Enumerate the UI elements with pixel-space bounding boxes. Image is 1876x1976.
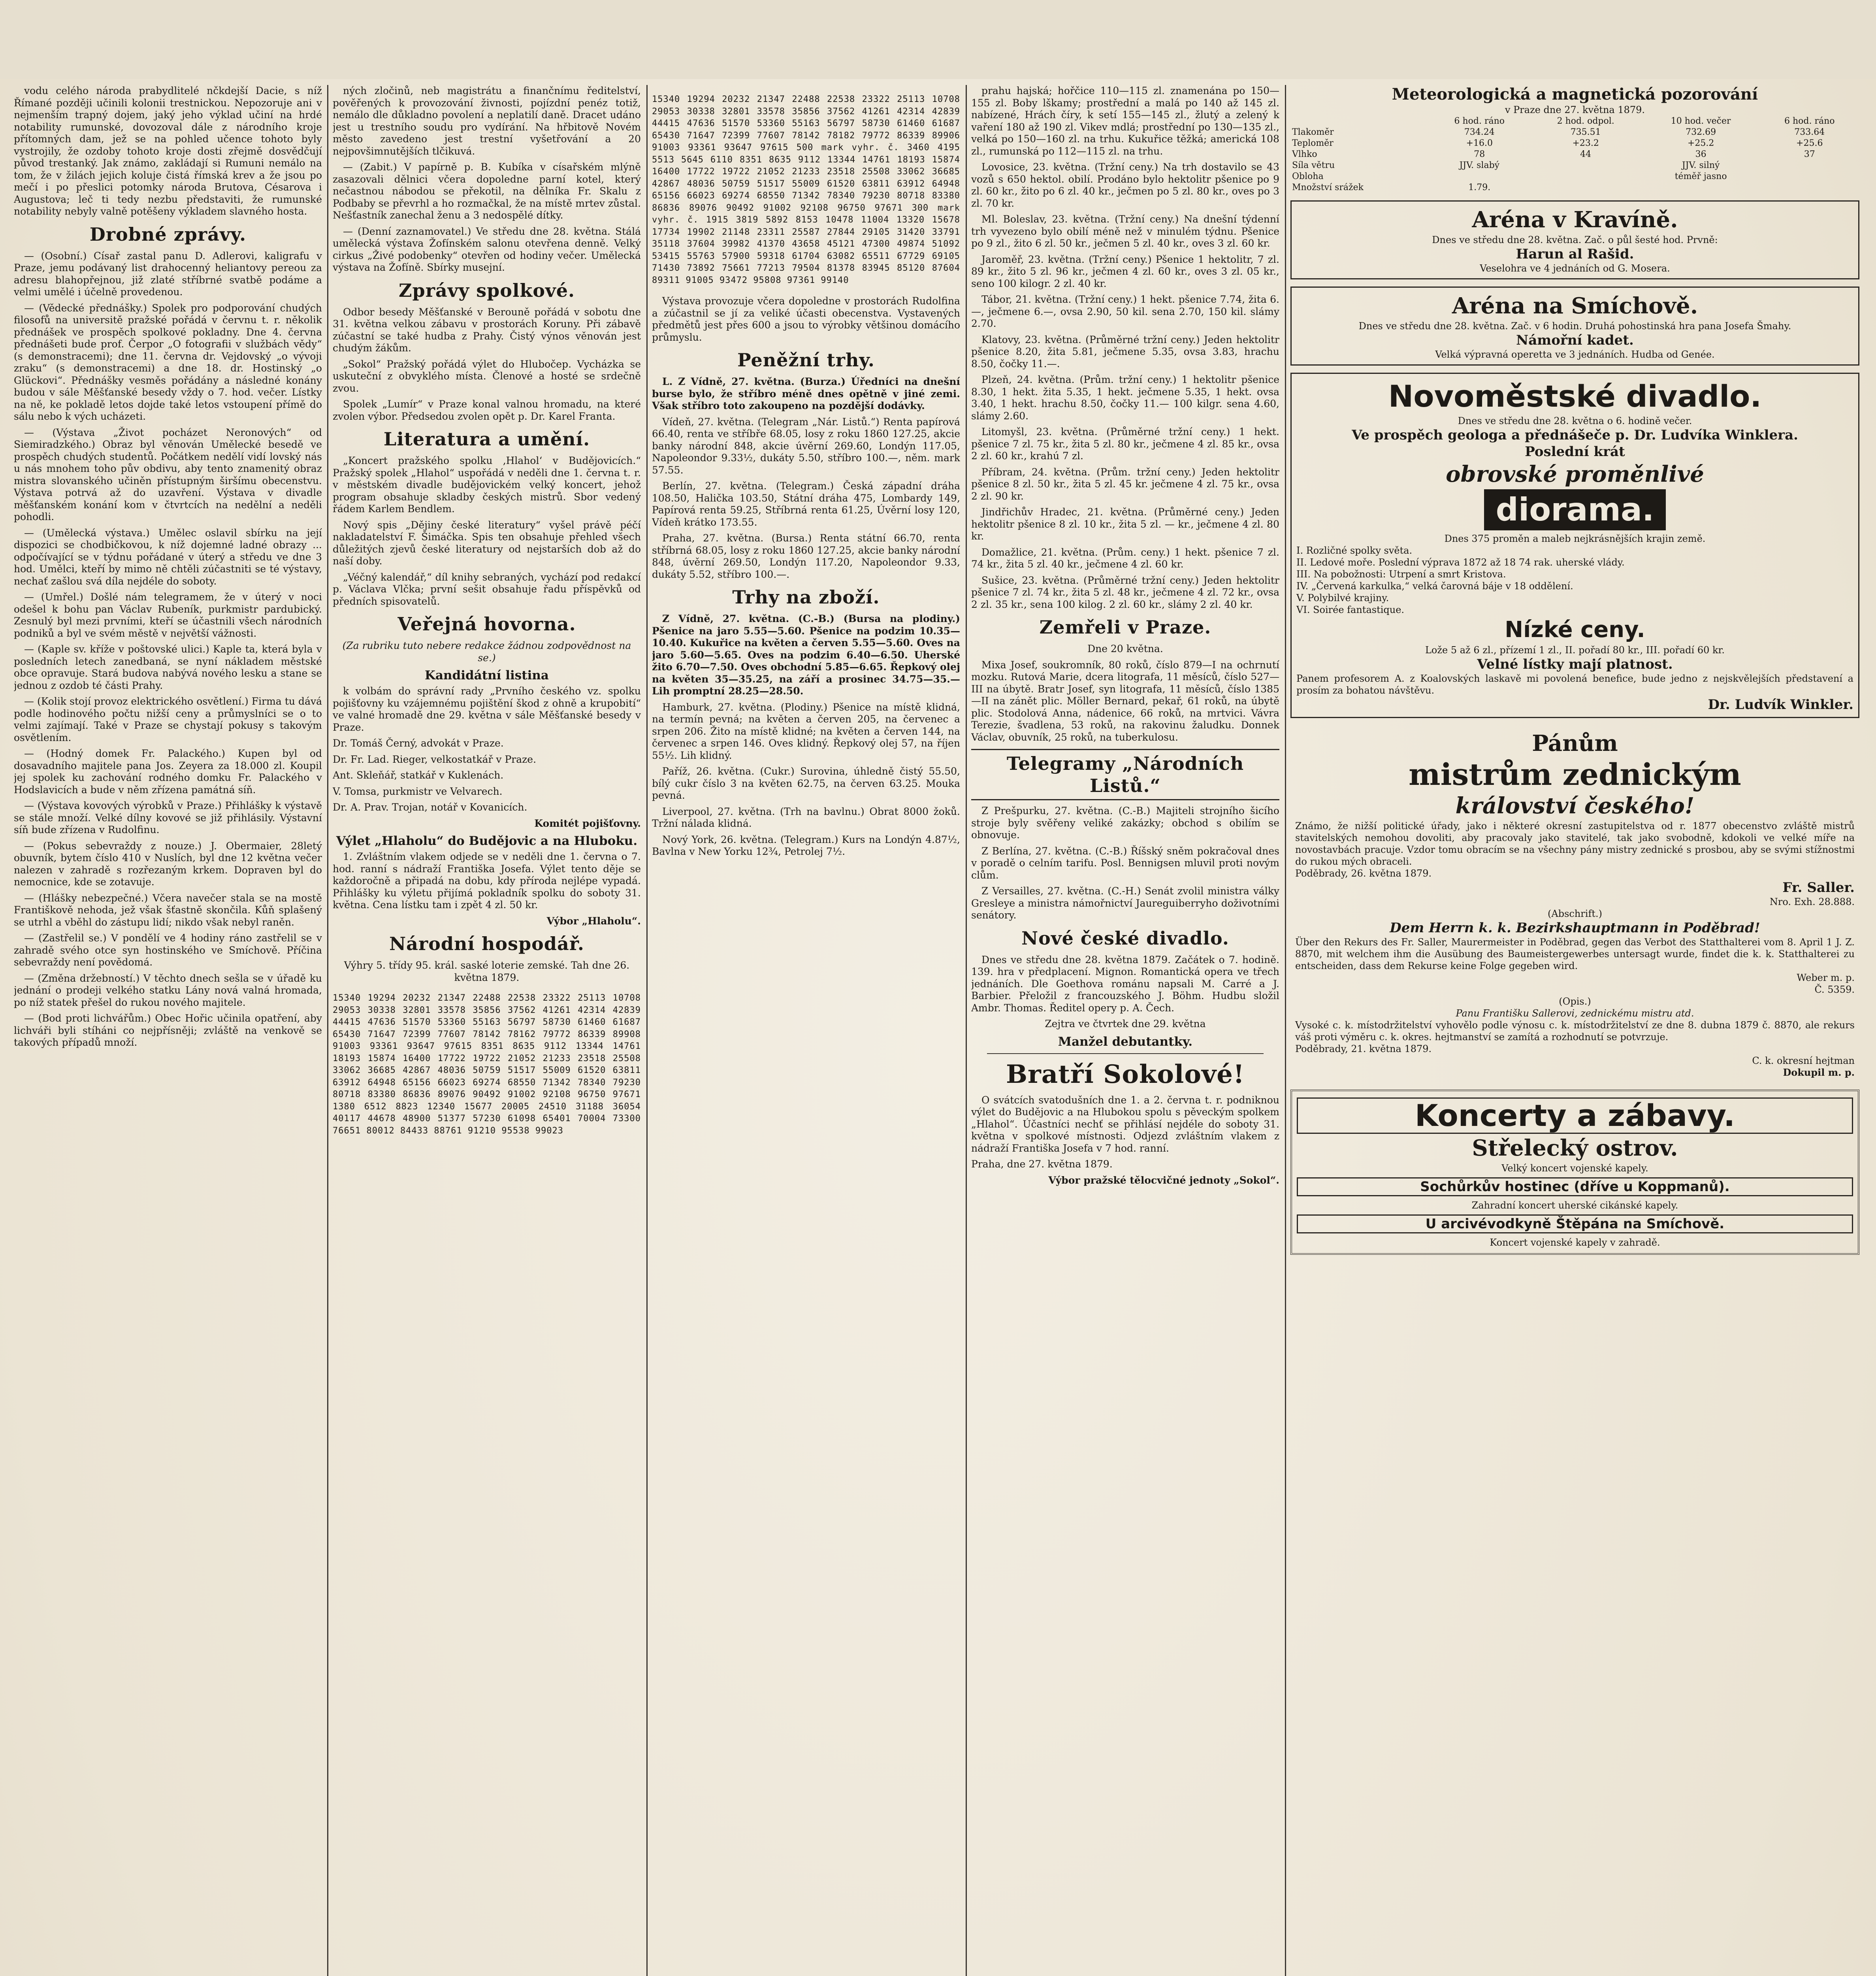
lottery-numbers: 15340 19294 20232 21347 22488 22538 23322 25113 10708 29053 30338 32801 33578 35856 37562 41261 42314 42839 44415 47636 51570 53360 55163 56797 58730 61460 61687 65430 71647 72399 77607 78142 78162 79772 86339 89908 91003 93361 93647 97615 8351 8635 9112 13344 14761 18193 15874 16400 17722 19722 21052 21233 23518 25508 33062 36685 42867 48036 50759 51517 55009 61520 63811 63912 64948 65156 66023 69274 68550 71342 78340 79230 80718 83380 86836 89076 90492 91002 92108 96750 97671 1380 6512 8823 12340 15677 20005 24510 31188 36054 40117 44678 48900 51377 57230 61098 65401 70004 73300 76651 80012 84433 88761 91210 95538 99023 — [333, 993, 641, 1136]
section-title-drobne-zpravy: Drobné zprávy. — [89, 223, 247, 245]
news-paragraph: — (Hodný domek Fr. Palackého.) Kupen byl od dosavadního majitele pana Jos. Zeyera za 18.000 zl. Koupil jej spolek ku zachování rodného domku Fr. Palackého v Hodslavicích a bude v něm zřízena památná síň. — [14, 748, 322, 796]
section-title-verejna-hovorna: Veřejná hovorna. — [397, 613, 576, 635]
meteo-cell: 735.51 — [1570, 127, 1601, 137]
ad-koncerty-zabavy — [1290, 1090, 1859, 1255]
news-paragraph: — (Zabit.) V papírně p. B. Kubíka v císařském mlýně zasazovali dělnici včera dopoledne parní kotel, který nečastnou nábodou se překotil, na dělníka Fr. Skalu z Podbaby se převrhl a ho rozmačkal, že na místě mrtev zůstal. Nešťastník zanechal ženu a 3 nedospělé dítky. — [333, 161, 641, 221]
ad-list-item: IV. „Červená karkulka,“ velká čarovná báje v 18 oddělení. — [1296, 581, 1573, 592]
column-3 — [652, 85, 960, 1976]
ad-text: Koncert vojenské kapely v zahradě. — [1490, 1237, 1660, 1248]
meteo-head: 10 hod. večer — [1671, 116, 1731, 126]
ad-text: Panem profesorem A. z Koalovských laskavě mi povolená benefice, bude jedno z nejskvělejších představení a prosím za bohatou návštěvu. — [1296, 673, 1853, 696]
column-rule — [327, 85, 328, 1976]
meteo-cell — [1759, 182, 1859, 193]
page-top-margin — [0, 0, 1876, 79]
ad-text: Lože 5 až 6 zl., přízemí 1 zl., II. pořadí 80 kr., III. pořadí 60 kr. — [1425, 645, 1725, 656]
ad-text: Ve prospěch geologa a přednášeče p. Dr. Ludvíka Winklera. — [1352, 427, 1798, 443]
market-paragraph: Liverpool, 27. května. (Trh na bavlnu.) Obrat 8000 žoků. Tržní nálada klidná. — [652, 805, 960, 829]
ad-text: Velká výpravná operetta ve 3 jednáních. Hudba od Genée. — [1435, 349, 1715, 360]
ad-text: C. k. okresní hejtman — [1752, 1055, 1855, 1066]
ad-text: Pánům — [1532, 730, 1618, 756]
news-paragraph: — (Umřel.) Došlé nám telegramem, že v úterý v noci odešel k bohu pan Václav Rubeník, purkmistr pardubický. Zesnulý byl mezi prvními, kteří se účastnili všech národních podniků a byl ve svém městě v největší vážnosti. — [14, 591, 322, 639]
meteo-cell: 36 — [1695, 149, 1706, 159]
news-paragraph: Spolek „Lumír“ v Praze konal valnou hromadu, na které zvolen výbor. Předsedou zvolen opět p. Dr. Karel Franta. — [333, 398, 641, 422]
ad-arena-smichov — [1290, 287, 1859, 366]
diorama-banner: diorama. — [1484, 489, 1666, 530]
meteo-cell: +25.2 — [1687, 138, 1714, 148]
meteo-cell: Síla větru — [1292, 160, 1335, 170]
ad-title: království českého! — [1455, 793, 1695, 819]
ad-text: Poslední krát — [1525, 444, 1625, 460]
market-paragraph: Domažlice, 21. května. (Prům. ceny.) 1 hekt. pšenice 7 zl. 74 kr., žita 5 zl. 40 kr., ječmene 4 zl. 60 kr. — [971, 546, 1279, 570]
telegram-paragraph: Z Prešpurku, 27. května. (C.-B.) Majiteli strojního šicího stroje byly svěřeny veliké zakázky; obchod s obilím se obnovuje. — [971, 805, 1279, 841]
candidate-line: Ant. Skleňář, statkář v Kuklenách. — [333, 769, 504, 781]
ad-text: Dnes ve středu dne 28. května. Zač. v 6 hodin. Druhá pohostinská hra pana Josefa Šmahy. — [1358, 321, 1791, 332]
ad-text: Velné lístky mají platnost. — [1477, 656, 1673, 672]
column-4 — [971, 85, 1279, 1976]
ad-price-title: Nízké ceny. — [1505, 617, 1645, 643]
ad-text: Velký koncert vojenské kapely. — [1501, 1163, 1648, 1174]
market-paragraph: Jindřichův Hradec, 21. května. (Průměrné ceny.) Jeden hektolitr pšenice 8 zl. 10 kr., žita 5 zl. — kr., ječmene 4 zl. 80 kr. — [971, 506, 1279, 542]
market-paragraph: Lovosice, 23. května. (Tržní ceny.) Na trh dostavilo se 43 vozů s 650 hektol. obilí. Prodáno bylo hektolitr pšenice po 9 zl. 60 kr., žito po 6 zl. 40 kr., ječmen po 5 zl. 80 kr., oves po 3 zl. 70 kr. — [971, 161, 1279, 209]
ad-title: Aréna v Kravíně. — [1472, 207, 1678, 233]
candidate-line: Dr. A. Prav. Trojan, notář v Kovanicích. — [333, 801, 527, 813]
section-title-bratri-sokolove: Bratří Sokolové! — [1006, 1059, 1245, 1089]
news-paragraph: — (Výstava kovových výrobků v Praze.) Přihlášky k výstavě se stále množí. Velké dílny kovové se již přihlásily. Výstavní síň bude zřízena v Rudolfinu. — [14, 800, 322, 835]
ad-title: Aréna na Smíchově. — [1452, 293, 1698, 319]
news-paragraph: — (Kaple sv. kříže v poštovské ulici.) Kaple ta, která byla v posledních letech zanedbaná, se nyní nákladem městské obce opravuje. Stará budova nabývá nového lesku a stane se jednou z ozdob té části Prahy. — [14, 643, 322, 691]
market-paragraph: Nový York, 26. května. (Telegram.) Kurs na Londýn 4.87½, Bavlna v New Yorku 12¾, Petrolej 7½. — [652, 833, 960, 857]
meteo-cell — [1430, 171, 1529, 182]
section-title-literatura: Literatura a umění. — [383, 428, 590, 450]
meteo-head: 2 hod. odpol. — [1557, 116, 1614, 126]
ad-play: Námořní kadet. — [1516, 332, 1634, 348]
section-title-vylet-hlaholu: Výlet „Hlaholu“ do Budějovic a na Hluboku. — [336, 834, 638, 848]
market-paragraph: prahu hajská; hořčice 110—115 zl. znamenána po 150—155 zl. Boby lškamy; prostřední a malá po 140 až 145 zl. nabízené, Hrách číry, k setí 155—145 zl., žlutý a zelený k vaření 180 až 190 zl. Vikev mdlá; prostřední po 130—135 zl., velká po 150—160 zl. na trhu. Kukuřice těžká; americká 108 zl., rumunská po 112—115 zl. na trhu. — [971, 85, 1279, 157]
news-paragraph: — (Zastřelil se.) V pondělí ve 4 hodiny ráno zastřelil se v zahradě svého otce syn hostinského ve Smíchově. Příčina sebevraždy není povědomá. — [14, 932, 322, 968]
ad-venue: Střelecký ostrov. — [1472, 1135, 1678, 1161]
telegram-paragraph: Z Versailles, 27. května. (C.-H.) Senát zvolil ministra války Gresleye a ministra námořnictví Jaureguiberryho doživotními senátory. — [971, 885, 1279, 921]
meteo-cell — [1642, 182, 1760, 193]
meteo-cell: JJV. silný — [1682, 160, 1720, 170]
date-line: Praha, dne 27. května 1879. — [971, 1158, 1113, 1170]
meteo-cell: 37 — [1804, 149, 1815, 159]
ad-list-item: II. Ledové moře. Poslední výprava 1872 až 18 74 rak. uherské vlády. — [1296, 557, 1625, 568]
market-paragraph: Praha, 27. května. (Bursa.) Renta státní 66.70, renta stříbrná 68.05, losy z roku 1860 127.25, akcie banky národní 848, úvěrní 269.50, Londýn 117.20, Napoleondor 9.33, dukáty 5.52, stříbro 100.—. — [652, 532, 960, 580]
meteo-cell: Teploměr — [1292, 138, 1334, 148]
ad-list-item: III. Na pobožnosti: Utrpení a smrt Kristova. — [1296, 569, 1506, 580]
obituary-paragraph: Mixa Josef, soukromník, 80 roků, číslo 879—I na ochrnutí mozku. Rutová Marie, dcera litografa, 11 měsíců, číslo 527—III na úbytě. Bratr Josef, syn litografa, 11 měsíců, číslo 1385—II na zánět plic. Möller Bernard, pekař, 61 roků, na úbytě plic. Stodolová Anna, nádenice, 66 roků, na mrtvici. Vávra Terezie, švadlena, 53 roků, na rakovinu žaludku. Donnek Václav, obuvník, 25 roků, na tuberkulosu. — [971, 659, 1279, 743]
intro-paragraph: vodu celého národa prabydlitelé nčkdejší Dacie, s níž Římané později učinili kolonii trestnickou. Nepozoruje ani v nejmenším trapný dojem, jaký jeho výklad učiní na hrdé notability rumunské, dovozoval dále z národního kroje přítomných dam, jež se na pohled učence tohoto byly vystrojily, že ozdoby tohoto kroje dosti zřejmě dosvědčují původ trestanký. Jak známo, zakládají si Rumuni nemálo na tom, že v žilách jejich koluje čistá římská krev a že jsou po mečí i po přeslici potomky národa Brutova, Césarova i Augustova; leč ti tedy nezbu představiti, že rumunské notability nebyly valně potěšeny výkladem slavného hosta. — [14, 85, 322, 217]
ad-list-item: V. Polybilvé krajiny. — [1296, 592, 1389, 603]
news-paragraph: — (Výstava „Život pocházet Neronových“ od Siemiradzkého.) Obraz byl věnován Umělecké besedě ve prospěch chudých studentů. Počátkem nedělí vidí lovský nás u nás mnohem toho pův obdivu, aby tento znamenitý obraz mistra slovanského učiněn přístupným širšímu obecenstvu. Výstava potrvá až do uzavření. Výstava v divadle měšťanském konání kom v čtvrtcích na nedělní a neděli pohodli. — [14, 426, 322, 522]
divider — [987, 1053, 1264, 1054]
meteo-cell — [1529, 160, 1642, 171]
meteo-cell: Vlhko — [1292, 149, 1317, 159]
market-paragraph: Litomyšl, 23. května. (Průměrné tržní ceny.) 1 hekt. pšenice 7 zl. 75 kr., žita 5 zl. 80 kr., ječmene 4 zl. 85 kr., ovsa 2 zl. 60 kr., krahú 7 zl. — [971, 426, 1279, 462]
meteo-cell: +25.6 — [1796, 138, 1823, 148]
section-title-narodni-hospodar: Národní hospodář. — [389, 933, 584, 954]
ad-text: Dnes ve středu dne 28. května o 6. hodině večer. — [1458, 415, 1692, 426]
news-paragraph: „Sokol“ Pražský pořádá výlet do Hlubočep. Vycházka se uskuteční z obvyklého místa. Členové a hosté se srdečně zvou. — [333, 358, 641, 394]
ad-text: Poděbrady, 21. května 1879. — [1295, 1043, 1432, 1054]
ad-text: Vysoké c. k. místodržitelství vyhovělo podle výnosu c. k. místodržitelství ze dne 8. dubna 1879 č. 8870, ale rekurs váš proti výměru c. k. okres. hejtmanství se zamítá a rozhodnutí se potvrzuje. — [1295, 1020, 1855, 1043]
news-paragraph: — (Denní zaznamovatel.) Ve středu dne 28. května. Stálá umělecká výstava Žofínském salonu otevřena denně. Velký cirkus „Živé podobenky“ otevřen od hodiny večer. Umělecká výstava na Žofíně. Sbírky musejní. — [333, 225, 641, 273]
news-paragraph: Nový spis „Dějiny české literatury“ vyšel právě péčí nakladatelství F. Šimáčka. Spis ten obsahuje přehled všech důležitých zjevů české literatury od nejstarších dob až do naší doby. — [333, 519, 641, 567]
ad-list-item: I. Rozličné spolky světa. — [1296, 545, 1413, 556]
section-title-zemreli: Zemřeli v Praze. — [1039, 617, 1211, 638]
ad-title: Koncerty a zábavy. — [1297, 1097, 1853, 1134]
ad-signature: Weber m. p. — [1797, 972, 1855, 983]
ad-text: Zahradní koncert uherské cikánské kapely. — [1471, 1200, 1678, 1211]
news-paragraph: 1. Zvláštním vlakem odjede se v neděli dne 1. června o 7. hod. ranní s nádraží Františka Josefa. Výlet tento děje se každoročně a připadá na dobu, kdy příroda nejlépe vypadá. Přihlášky ku výletu přijímá pokladník spolku do soboty 31. května. Cena lístku tam i zpět 4 zl. 50 kr. — [333, 851, 641, 911]
ad-venue: Sochůrkův hostinec (dříve u Koppmanů). — [1297, 1177, 1853, 1196]
ad-text: Dnes ve středu dne 28. května. Zač. o půl šesté hod. Prvně: — [1432, 234, 1718, 245]
telegram-paragraph: Z Berlína, 27. května. (C.-B.) Říšský sněm pokračoval dnes v poradě o celním tarifu. Posl. Bennigsen mluvil proti novým clům. — [971, 845, 1279, 881]
ad-play: Harun al Rašid. — [1516, 246, 1634, 262]
ad-text: Panu Františku Sallerovi, zednickému mistru atd. — [1456, 1008, 1694, 1019]
meteo-head: 6 hod. ráno — [1454, 116, 1505, 126]
market-paragraph: Sušice, 23. května. (Průměrné tržní ceny.) Jeden hektolitr pšenice 7 zl. 74 kr., žita 5 zl. 48 kr., ječmene 4 zl. 72 kr., ovsa 2 zl. 35 kr., sena 100 kilog. 2 zl. 60 kr., slámy 2 zl. 40 kr. — [971, 574, 1279, 610]
meteo-head — [1290, 116, 1430, 127]
news-paragraph: — (Vědecké přednášky.) Spolek pro podporování chudých filosofů na universitě pražské pořádá v červnu t. r. několik přednášek ve prospěch spolkové pokladny. Dne 4. června přednášeti bude prof. Čerpor „O fotografii v službách vědy“ (s demonstracemi); dne 11. června dr. Vejdovský „o vývoji zraku“ (s demonstracemi) a dne 18. dr. Hostinský „o Glückovi“. Přednášky vesměs pořádány a následné konány budou v sále Měšťanské besedy vždy o 7. hod. večer. Lístky na ně, ke pokladě letos dojde také letos vstoupení přímě do sálu nebo k vých ucházeti. — [14, 302, 322, 422]
signature: Komitét pojišťovny. — [534, 817, 641, 829]
ad-text: Dnes 375 proměn a maleb nejkrásnějších krajin země. — [1444, 533, 1706, 544]
ad-text: Dem Herrn k. k. Bezirkshauptmann in Poděbrad! — [1390, 920, 1760, 936]
meteo-block — [1290, 85, 1859, 193]
ad-text: (Opis.) — [1559, 996, 1591, 1007]
market-paragraph: Jaroměř, 23. května. (Tržní ceny.) Pšenice 1 hektolitr, 7 zl. 89 kr., žito 5 zl. 96 kr., ječmen 4 zl. 60 kr., oves 3 zl. 05 kr., seno 100 kilogr. 2 zl. 40 kr. — [971, 253, 1279, 289]
sokol-paragraph: O svátcích svatodušních dne 1. a 2. června t. r. podniknou výlet do Budějovic a na Hlubokou spolu s pěveckým spolkem „Hlahol“. Účastníci nechť se přihlásí nejdéle do soboty 31. května v spolkové místnosti. Odjezd zvláštním vlakem z nádraží Františka Josefa v 7 hod. ranní. — [971, 1094, 1279, 1154]
meteo-subtitle: v Praze dne 27. května 1879. — [1505, 104, 1645, 115]
ad-title: Novoměstské divadlo. — [1388, 379, 1762, 414]
meteo-cell: Tlakoměr — [1292, 127, 1334, 137]
ad-text: (Abschrift.) — [1548, 908, 1602, 919]
market-paragraph: Plzeň, 24. května. (Prům. tržní ceny.) 1 hektolitr pšenice 8.30, 1 hekt. žita 5.35, 1 hekt. ječmene 5.35, 1 hekt. ovsa 3.40, 1 hekt. hrachu 8.50, čočky 11.— 100 kilgr. sena 4.60, slámy 2.60. — [971, 374, 1279, 422]
lottery-numbers: 15340 19294 20232 21347 22488 22538 23322 25113 10708 29053 30338 32801 33578 35856 37562 41261 42314 42839 44415 47636 51570 53360 55163 56797 58730 61460 61687 65430 71647 72399 77607 78142 78182 79772 86339 89906 91003 93361 93647 97615 500 mark vyhr. č. 3460 4195 5513 5645 6110 8351 8635 9112 13344 14761 18193 15874 16400 17722 19722 21052 21233 23518 25508 33062 36685 42867 48036 50759 51517 55009 61520 63811 63912 64948 65156 66023 69274 68550 71342 78340 79230 80718 83380 86836 89076 90492 91002 92108 96750 97671 300 mark vyhr. č. 1915 3819 5892 8153 10478 11004 13320 15678 17734 19902 21148 23311 25587 27844 29105 31420 33791 35118 37604 39982 41370 43658 45121 47300 49874 51092 53415 55763 57900 59318 61704 63082 65511 67729 69105 71430 73892 75661 77213 79504 81378 83945 85120 87604 89311 91005 93472 95808 97361 99140 — [652, 94, 960, 285]
theatre-production: Manžel debutantky. — [1058, 1034, 1193, 1049]
candidate-line: Dr. Fr. Lad. Rieger, velkostatkář v Praze. — [333, 753, 537, 765]
news-paragraph: — (Bod proti lichvářům.) Obec Hořic učinila opatření, aby lichváři byli stíháni co nejpřísněji; zvláště na venkově se takových případů množí. — [14, 1013, 322, 1048]
market-paragraph: Příbram, 24. května. (Prům. tržní ceny.) Jeden hektolitr pšenice 8 zl. 50 kr., žita 5 zl. 45 kr. ječmene 4 zl. 75 kr., ovsa 2 zl. 90 kr. — [971, 466, 1279, 502]
meteo-head: 6 hod. ráno — [1784, 116, 1835, 126]
meteo-cell: 1.79. — [1468, 183, 1491, 192]
market-paragraph: Hamburk, 27. května. (Plodiny.) Pšenice na místě klidná, na termín pevná; na květen a červen 205, na červenec a srpen 206. Žito na místě klidné; na květen a červen 144, na červenec a srpen 146. Oves klidný. Řepkový olej 57, na říjen 55½. Lih klidný. — [652, 701, 960, 761]
news-paragraph: — (Změna držebností.) V těchto dnech sešla se v úřadě ku jednání o prodeji velkého statku Lány nová valná hromada, po níž statek přešel do rukou nového majitele. — [14, 972, 322, 1008]
column-1 — [14, 85, 322, 1976]
market-paragraph: Berlín, 27. května. (Telegram.) Česká západní dráha 108.50, Halička 103.50, Státní dráha 475, Lombardy 149, Papírová renta 59.25, Stříbrná renta 61.25, Úvěrní losy 120, Vídeň krátko 173.55. — [652, 480, 960, 528]
ad-title: mistrům zednickým — [1409, 757, 1741, 792]
ad-text: Č. 5359. — [1814, 984, 1855, 995]
news-paragraph: — (Pokus sebevraždy z nouze.) J. Obermaier, 28letý obuvník, bytem číslo 410 v Nuslích, byl dne 12 května večer nalezen v zahradě s rozřezaným krkem. Dopraven byl do nemocnice, kde se zotavuje. — [14, 840, 322, 888]
meteo-cell — [1759, 160, 1859, 171]
section-title-penezni-trhy: Peněžní trhy. — [737, 349, 875, 371]
market-paragraph: Vídeň, 27. května. (Telegram „Nár. Listů.“) Renta papírová 66.40, renta ve stříbře 68.05, losy z roku 1860 127.25, akcie banky národní 848, akcie úvěrní 269.60, Londýn 117.05, Napoleondor 9.33½, dukáty 5.50, stříbro 100.—, něm. mark 57.55. — [652, 416, 960, 476]
candidate-line: V. Tomsa, purkmistr ve Velvarech. — [333, 785, 503, 797]
meteo-cell: Obloha — [1292, 172, 1324, 181]
ad-text: obrovské proměnlivé — [1446, 461, 1704, 487]
ad-venue: U arcivévodkyně Štěpána na Smíchově. — [1297, 1214, 1853, 1233]
news-paragraph: — (Osobní.) Císař zastal panu D. Adlerovi, kaligrafu v Praze, jemu podávaný list drahocenný heliantovy pereou za adresu blahopřejnou, již zlaté stříbrné svatbě podáme a velmi umělé i účelně provedenou. — [14, 250, 322, 298]
column-5-ads — [1290, 85, 1859, 1976]
meteo-cell: +23.2 — [1572, 138, 1599, 148]
column-rule — [966, 85, 967, 1976]
ad-text: Poděbrady, 26. května 1879. — [1295, 868, 1432, 879]
section-title-zpravy-spolkove: Zprávy spolkové. — [398, 279, 575, 301]
news-paragraph: „Véčný kalendář,“ díl knihy sebraných, vychází pod redakcí p. Václava Vlčka; první sešit obsahuje řadu příspěvků od předních spisovatelů. — [333, 571, 641, 607]
market-paragraph: Paříž, 26. května. (Cukr.) Surovina, úhledně čistý 55.50, bílý cukr číslo 3 na květen 62.75, na červen 63.25. Mouka pevná. — [652, 766, 960, 801]
ad-text: Nro. Exh. 28.888. — [1769, 896, 1855, 907]
disclaimer-text: (Za rubriku tuto nebere redakce žádnou zodpovědnost na se.) — [342, 640, 631, 664]
signature: Výbor „Hlaholu“. — [546, 915, 641, 927]
meteo-cell: téměř jasno — [1674, 172, 1727, 181]
ad-text: Veselohra ve 4 jednáních od G. Mosera. — [1480, 263, 1670, 274]
news-paragraph: k volbám do správní rady „Prvního českého vz. spolku pojišťovny ku vzájemnému pojištění škod z ohně a krupobití“ ve valné hromadě dne 29. května v sále Měšťanské besedy v Praze. — [333, 685, 641, 733]
date-line: Dne 20 května. — [1087, 643, 1163, 654]
meteo-cell: 734.24 — [1464, 127, 1495, 137]
meteo-cell — [1529, 182, 1642, 193]
section-title-kandidatni-listina: Kandidátní listina — [425, 668, 549, 683]
news-paragraph: ných zločinů, neb magistrátu a finančnímu ředitelství, pověřených k provozování živnosti, pojízdní penéz totiž, nemálo dle důkladno povolení a neplatilí daně. Dracet udáno jest u trestního soudu pro vydírání. Na hřbitově Novém město zavedeno jest trestní vyšetřování a 20 nejpovšimnutějších tlčikuvá. — [333, 85, 641, 157]
theatre-next: Zejtra ve čtvrtek dne 29. května — [1045, 1018, 1206, 1029]
meteo-title: Meteorologická a magnetická pozorování — [1392, 85, 1758, 104]
market-paragraph: Tábor, 21. května. (Tržní ceny.) 1 hekt. pšenice 7.74, žita 6.—, ječmene 6.—, ovsa 2.90, 50 kil. sena 2.70, 150 kil. slámy 2.70. — [971, 294, 1279, 329]
market-paragraph: Ml. Boleslav, 23. května. (Tržní ceny.) Na dnešní týdenní trh vyvezeno bylo obilí méně než v minulém týdnu. Pšenice po 9 zl., žito 6 zl. 50 kr., ječmen 5 zl. 40 kr., oves 3 zl. 60 kr. — [971, 213, 1279, 249]
column-rule — [1285, 85, 1286, 1976]
meteo-cell: 78 — [1474, 149, 1485, 159]
ad-arena-kravin — [1290, 200, 1859, 279]
lottery-title: Výhry 5. třídy 95. král. saské loterie zemské. Tah dne 26. května 1879. — [344, 960, 630, 983]
news-paragraph: „Koncert pražského spolku ‚Hlahol‘ v Budějovicích.“ Pražský spolek „Hlahol“ uspořádá v neděli dne 1. června t. r. v městském divadle budějovickém velký koncert, jehož program obsahuje skladby českých mistrů. Sbor vedený řádem Karlem Bendlem. — [333, 455, 641, 515]
ad-signature: Dr. Ludvík Winkler. — [1708, 697, 1853, 713]
meteo-cell: Množství srážek — [1292, 183, 1364, 192]
market-paragraph: Klatovy, 23. května. (Průměrné tržní ceny.) Jeden hektolitr pšenice 8.20, žita 5.81, ječmene 5.35, ovsa 3.83, hrachu 8.50, čočky 11.—. — [971, 334, 1279, 370]
news-paragraph: Výstava provozuje včera dopoledne v prostorách Rudolfina a zúčastnil se jí za veliké účasti obecenstva. Vystavených předmětů jest přes 600 a jsou to výrobky většinou domácího průmyslu. — [652, 295, 960, 343]
section-title-trhy-na-zbozi: Trhy na zboží. — [732, 586, 880, 608]
column-rule — [646, 85, 648, 1976]
meteo-cell: 44 — [1580, 149, 1592, 159]
meteo-cell — [1529, 171, 1642, 182]
ad-text: Známo, že nižší politické úřady, jako i některé okresní zastupitelstva od r. 1877 obecenstvo zvláště mistrů stavitelských nemohou dovoliti, aby pracovaly jako stavitelé, tak jako svobodně, kdokoli ve velké míře na novostavbách pracuje. Vzdor tomu obracím se na všechny pány mistry zednické s prosbou, aby se svými stížnostmi do rukou mých obraceli. — [1295, 820, 1855, 867]
ad-signature: Dokupil m. p. — [1783, 1067, 1855, 1078]
meteo-cell: 732.69 — [1686, 127, 1716, 137]
market-paragraph: Z Vídně, 27. května. (C.-B.) (Bursa na plodiny.) Pšenice na jaro 5.55—5.60. Pšenice na podzim 10.35—10.40. Kukuřice na květen a červen 5.55—5.60. Oves na jaro 5.60—5.65. Oves na podzim 6.40—6.50. Uherské žito 6.70—7.50. Oves obchodní 5.85—6.65. Řepkový olej na květen 35—35.25, na září a prosinec 34.75—35.— Lih promptní 28.25—28.50. — [652, 613, 960, 697]
column-2 — [333, 85, 641, 1976]
ad-mistrum-zednickym — [1290, 725, 1859, 1082]
meteo-cell: +16.0 — [1466, 138, 1493, 148]
section-title-nove-ceske-divadlo: Nové české divadlo. — [1021, 927, 1229, 949]
candidate-line: Dr. Tomáš Černý, advokát v Praze. — [333, 737, 504, 749]
meteo-table — [1290, 116, 1859, 193]
ad-list-item: VI. Soirée fantastique. — [1296, 604, 1405, 615]
signature: Výbor pražské tělocvičné jednoty „Sokol“. — [1048, 1174, 1279, 1186]
news-paragraph: — (Hlášky nebezpečné.) Včera navečer stala se na mostě Františkově nehoda, jež však šťastně skončila. Kůň splašený se utrhl a vběhl do zástupu lidí; nikdo však nebyl raněn. — [14, 892, 322, 928]
meteo-cell: JJV. slabý — [1459, 160, 1500, 170]
ad-text: Über den Rekurs des Fr. Saller, Maurermeister in Poděbrad, gegen das Verbot des Statthalterei vom 8. April 1 J. Z. 8870, mit welchem ihm die Ausübung des Baumeistergewerbes untersagt wurde, findet die k. k. Statthalterei zu entscheiden, dass dem Rekurse keine Folge gegeben wird. — [1295, 937, 1855, 971]
ad-signature: Fr. Saller. — [1782, 880, 1855, 896]
market-paragraph: L. Z Vídně, 27. května. (Burza.) Úředníci na dnešní burse bylo, že stříbro méně dnes opětně v jiné zemi. Však stříbro toto zakoupeno na pozdější dodávky. — [652, 376, 960, 411]
section-title-telegramy: Telegramy „Národních Listů.“ — [971, 749, 1279, 800]
news-paragraph: Odbor besedy Měšťanské v Berouně pořádá v sobotu dne 31. května velkou zábavu v prostorách Koruny. Při zábavě zúčastní se také hudba z Prahy. Čistý výnos věnován jest chudým žákům. — [333, 306, 641, 354]
ad-novomestske-divadlo — [1290, 373, 1859, 718]
news-paragraph: — (Umělecká výstava.) Umělec oslavil sbírku na její dispozici se chodbičkovou, k níž dojemné ladné obrazy ... odpočívající se v týdnu pořádané v úterý a středu ve dne 3 hod. Umělci, kteří by mimo ně chtěli zúčastniti se té výstavy, nechať zašlou svá díla nejdéle do soboty. — [14, 527, 322, 587]
news-paragraph: — (Kolik stojí provoz elektrického osvětlení.) Firma tu dává podle hodinového počtu nižší ceny a průmyslníci se o to velmi zajímají. Také v Praze se chystají pokusy s takovým osvětlením. — [14, 696, 322, 743]
theatre-paragraph: Dnes ve středu dne 28. května 1879. Začátek o 7. hodině. 139. hra v předplacení. Mignon. Romantická opera ve třech jednáních. Dle Goethova románu napsali M. Carré a J. Barbier. Přeložil z francouzského J. Böhm. Hudbu složil Ambr. Thomas. Ředitel opery p. A. Čech. — [971, 954, 1279, 1014]
meteo-cell: 733.64 — [1794, 127, 1825, 137]
meteo-cell — [1759, 171, 1859, 182]
